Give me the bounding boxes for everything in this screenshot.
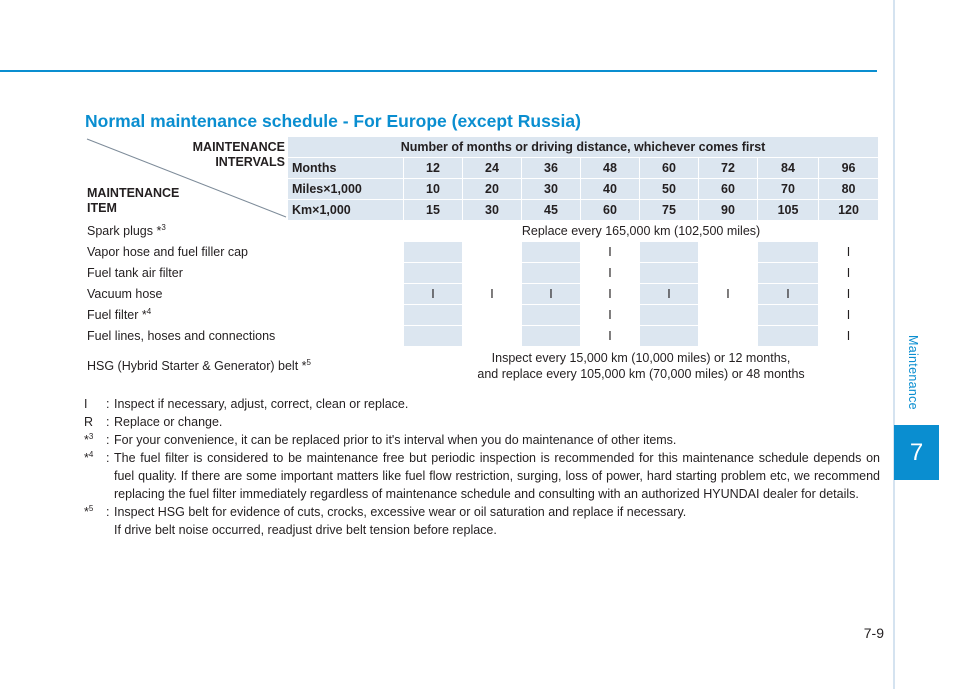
schedule-cell: I <box>581 284 640 305</box>
interval-value: 45 <box>522 200 581 221</box>
legend-text: Replace or change. <box>114 415 223 429</box>
schedule-cell <box>522 326 581 347</box>
schedule-cell <box>758 305 819 326</box>
corner-intervals-label-2: INTERVALS <box>215 155 285 169</box>
maintenance-item-label: Fuel tank air filter <box>87 266 183 280</box>
schedule-cell: I <box>819 326 879 347</box>
legend-key: R <box>84 415 94 429</box>
schedule-cell <box>522 242 581 263</box>
corner-item-label: MAINTENANCE <box>87 186 180 200</box>
interval-value: 50 <box>640 179 699 200</box>
hsg-belt-interval <box>404 347 879 386</box>
schedule-cell: I <box>819 284 879 305</box>
maintenance-item <box>85 242 404 263</box>
interval-row-label: Months <box>288 158 404 179</box>
schedule-cell <box>463 326 522 347</box>
interval-value: 15 <box>404 200 463 221</box>
interval-value: 80 <box>819 179 879 200</box>
schedule-cell: I <box>522 284 581 305</box>
legend-notes <box>84 395 880 539</box>
schedule-cell <box>699 326 758 347</box>
schedule-cell: I <box>819 242 879 263</box>
schedule-cell <box>758 242 819 263</box>
interval-value: 24 <box>463 158 522 179</box>
item-spark-plugs: Spark plugs *$^3$ <box>85 221 404 242</box>
interval-value: 12 <box>404 158 463 179</box>
legend-text: If drive belt noise occurred, readjust drive belt tension before replace. <box>114 523 497 537</box>
schedule-cell <box>758 326 819 347</box>
table-corner-cell <box>85 137 288 221</box>
interval-value: 90 <box>699 200 758 221</box>
schedule-cell <box>404 305 463 326</box>
corner-intervals-label: MAINTENANCE <box>192 140 285 154</box>
schedule-cell: I <box>463 284 522 305</box>
interval-value: 60 <box>581 200 640 221</box>
legend-note: *$^3$ : For your convenience, it can be replaced prior to it's interval when you do maintenance of other items. <box>84 431 880 449</box>
hsg-line-1: Inspect every 15,000 km (10,000 miles) or 12 months, <box>491 351 791 365</box>
schedule-cell <box>699 305 758 326</box>
schedule-cell <box>699 263 758 284</box>
schedule-cell <box>404 242 463 263</box>
legend-text: Inspect if necessary, adjust, correct, clean or replace. <box>114 397 409 411</box>
legend-key: *$^4$ <box>84 449 94 465</box>
spark-plugs-interval: Replace every 165,000 km (102,500 miles) <box>404 221 879 242</box>
schedule-cell <box>463 305 522 326</box>
top-divider <box>0 70 877 72</box>
schedule-cell <box>404 263 463 284</box>
interval-value: 36 <box>522 158 581 179</box>
interval-value: 105 <box>758 200 819 221</box>
legend-note: *$^5$ : Inspect HSG belt for evidence of cuts, crocks, excessive wear or oil saturation and replace if necessary. If drive belt noise occurred, readjust drive belt tension before replace. <box>84 503 880 539</box>
legend-key: *$^5$ <box>84 503 94 519</box>
interval-value: 10 <box>404 179 463 200</box>
legend-note: I : Inspect if necessary, adjust, correct, clean or replace. <box>84 395 880 413</box>
interval-value: 40 <box>581 179 640 200</box>
interval-value: 75 <box>640 200 699 221</box>
interval-value: 30 <box>463 200 522 221</box>
schedule-cell: I <box>581 305 640 326</box>
interval-value: 20 <box>463 179 522 200</box>
legend-key: *$^3$ <box>84 431 94 447</box>
maintenance-item <box>85 284 404 305</box>
schedule-cell: I <box>819 305 879 326</box>
hsg-line-2: and replace every 105,000 km (70,000 miles) or 48 months <box>477 367 805 381</box>
schedule-cell <box>463 263 522 284</box>
legend-text: For your convenience, it can be replaced prior to it's interval when you do maintenance of other items. <box>114 433 677 447</box>
interval-value: 70 <box>758 179 819 200</box>
maintenance-schedule-table <box>84 136 879 386</box>
page-title: Normal maintenance schedule - For Europe (except Russia) <box>85 111 581 131</box>
chapter-side-label: Maintenance <box>906 335 920 410</box>
interval-row-label: Miles×1,000 <box>288 179 404 200</box>
interval-value: 48 <box>581 158 640 179</box>
interval-value: 60 <box>699 179 758 200</box>
footnote-ref: 4 <box>146 306 152 316</box>
interval-value: 84 <box>758 158 819 179</box>
schedule-cell: I <box>699 284 758 305</box>
legend-text: The fuel filter is considered to be maintenance free but periodic inspection is recommended for this maintenance schedule depends on fuel quality. If there are some important matters like fuel flow restriction, surging, loss of power, hard starting problem etc, we recommend replacing the fuel filter immediately regardless of maintenance schedule and consulting with an authorized HYUNDAI dealer for details. <box>114 451 880 501</box>
schedule-cell <box>640 305 699 326</box>
side-divider <box>893 0 895 689</box>
schedule-cell <box>522 305 581 326</box>
schedule-cell: I <box>758 284 819 305</box>
legend-note: *$^4$ : The fuel filter is considered to be maintenance free but periodic inspection is recommended for this maintenance schedule depends on fuel quality. If there are some important matters like fuel flow restriction, surging, loss of power, hard starting problem etc, we recommend replacing the fuel filter immediately regardless of maintenance schedule and consulting with an authorized HYUNDAI dealer for details. <box>84 449 880 501</box>
interval-value: 72 <box>699 158 758 179</box>
interval-value: 96 <box>819 158 879 179</box>
chapter-tab: 7 <box>894 425 939 480</box>
maintenance-item-label: Fuel lines, hoses and connections <box>87 329 276 343</box>
legend-key: I <box>84 397 88 411</box>
legend-note: R : Replace or change. <box>84 413 880 431</box>
schedule-cell <box>640 263 699 284</box>
interval-value: 60 <box>640 158 699 179</box>
maintenance-item <box>85 326 404 347</box>
schedule-cell: I <box>581 242 640 263</box>
maintenance-item-label: Vacuum hose <box>87 287 163 301</box>
schedule-cell: I <box>640 284 699 305</box>
schedule-cell <box>404 326 463 347</box>
page-number: 7-9 <box>863 625 884 641</box>
schedule-cell: I <box>819 263 879 284</box>
schedule-cell <box>640 326 699 347</box>
maintenance-item-label: Vapor hose and fuel filler cap <box>87 245 248 259</box>
corner-item-label-2: ITEM <box>87 201 117 215</box>
schedule-cell <box>699 242 758 263</box>
maintenance-item-label: Fuel filter * <box>87 308 147 322</box>
interval-header: Number of months or driving distance, whichever comes first <box>288 137 879 158</box>
schedule-cell: I <box>581 326 640 347</box>
maintenance-item <box>85 305 404 326</box>
interval-value: 30 <box>522 179 581 200</box>
schedule-cell <box>463 242 522 263</box>
interval-value: 120 <box>819 200 879 221</box>
item-hsg-belt: HSG (Hybrid Starter & Generator) belt *$^5$ <box>85 347 404 386</box>
legend-text: Inspect HSG belt for evidence of cuts, crocks, excessive wear or oil saturation and replace if necessary. <box>114 505 687 519</box>
schedule-cell: I <box>581 263 640 284</box>
maintenance-item <box>85 263 404 284</box>
schedule-cell <box>758 263 819 284</box>
schedule-cell <box>522 263 581 284</box>
schedule-cell: I <box>404 284 463 305</box>
interval-row-label: Km×1,000 <box>288 200 404 221</box>
schedule-cell <box>640 242 699 263</box>
